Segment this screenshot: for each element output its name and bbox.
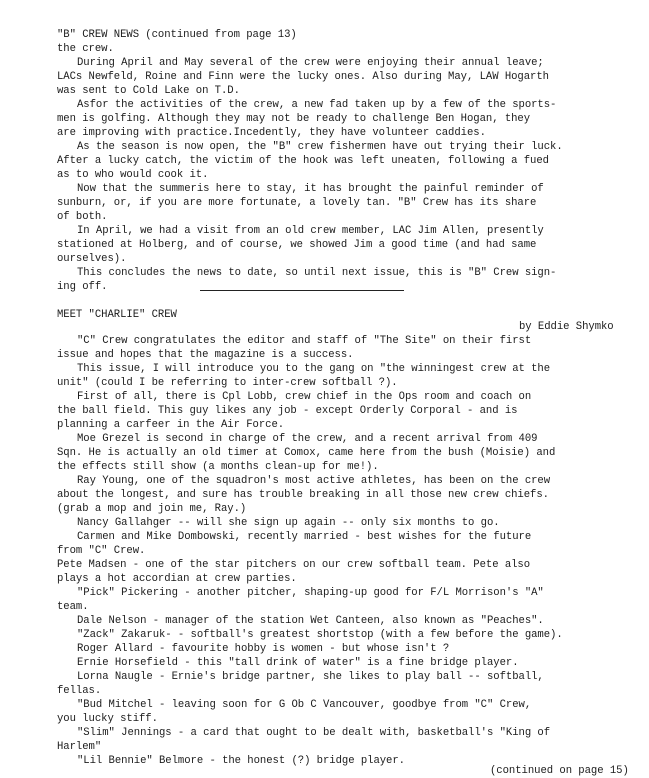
section2-heading: MEET "CHARLIE" CREW [57,309,177,321]
body-line: Dale Nelson - manager of the station Wet Canteen, also known as "Peaches". [77,615,544,627]
body-line: Harlem" [57,741,102,753]
body-line: Pete Madsen - one of the star pitchers on our crew softball team. Pete also [57,559,531,571]
body-line: LACs Newfeld, Roine and Finn were the lucky ones. Also during May, LAW Hogarth [57,71,549,83]
body-line: "C" Crew congratulates the editor and staff of "The Site" on their first [77,335,532,347]
body-line: Sqn. He is actually an old timer at Comox, came here from the bush (Moisie) and [57,447,556,459]
body-line: This concludes the news to date, so until next issue, this is "B" Crew sign- [77,267,557,279]
body-line: you lucky stiff. [57,713,158,725]
body-line: plays a hot accordian at crew parties. [57,573,297,585]
section-divider [200,290,404,291]
body-line: Asfor the activities of the crew, a new fad taken up by a few of the sports- [77,99,557,111]
body-line: "Zack" Zakaruk- - softball's greatest shortstop (with a few before the game). [77,629,563,641]
body-line: ourselves). [57,253,127,265]
body-line: men is golfing. Although they may not be ready to challenge Ben Hogan, they [57,113,531,125]
body-line: "Pick" Pickering - another pitcher, shaping-up good for F/L Morrison's "A" [77,587,544,599]
body-line: ing off. [57,281,108,293]
body-line: "Bud Mitchel - leaving soon for G Ob C Vancouver, goodbye from "C" Crew, [77,699,532,711]
body-line: (grab a mop and join me, Ray.) [57,503,247,515]
body-line: During April and May several of the crew were enjoying their annual leave; [77,57,544,69]
body-line: was sent to Cold Lake on T.D. [57,85,240,97]
body-line: as to who would cook it. [57,169,209,181]
byline: by Eddie Shymko [519,321,614,333]
body-line: from "C" Crew. [57,545,146,557]
body-line: stationed at Holberg, and of course, we showed Jim a good time (and had same [57,239,537,251]
body-line: are improving with practice.Incedently, they have volunteer caddies. [57,127,486,139]
body-line: Ray Young, one of the squadron's most active athletes, has been on the crew [77,475,551,487]
section1-heading: "B" CREW NEWS (continued from page 13) [57,29,297,41]
body-line: "Lil Bennie" Belmore - the honest (?) bridge player. [77,755,405,767]
body-line: Moe Grezel is second in charge of the crew, and a recent arrival from 409 [77,433,538,445]
body-line: First of all, there is Cpl Lobb, crew chief in the Ops room and coach on [77,391,532,403]
body-line: Now that the summeris here to stay, it has brought the painful reminder of [77,183,544,195]
body-line: of both. [57,211,108,223]
body-line: After a lucky catch, the victim of the hook was left uneaten, following a fued [57,155,549,167]
body-line: unit" (could I be referring to inter-crew softball ?). [57,377,398,389]
body-line: the ball field. This guy likes any job - except Orderly Corporal - and is [57,405,518,417]
body-line: the crew. [57,43,114,55]
body-line: In April, we had a visit from an old crew member, LAC Jim Allen, presently [77,225,544,237]
body-line: Carmen and Mike Dombowski, recently married - best wishes for the future [77,531,532,543]
body-line: As the season is now open, the "B" crew fishermen have out trying their luck. [77,141,563,153]
continued-footer: (continued on page 15) [490,765,629,777]
body-line: This issue, I will introduce you to the gang on "the winningest crew at the [77,363,551,375]
body-line: the effects still show (a months clean-up for me!). [57,461,379,473]
body-line: Ernie Horsefield - this "tall drink of water" is a fine bridge player. [77,657,519,669]
body-line: sunburn, or, if you are more fortunate, a lovely tan. "B" Crew has its share [57,197,537,209]
body-line: about the longest, and sure has trouble breaking in all those new crew chiefs. [57,489,549,501]
body-line: Nancy Gallahger -- will she sign up again -- only six months to go. [77,517,500,529]
body-line: fellas. [57,685,102,697]
body-line: issue and hopes that the magazine is a success. [57,349,354,361]
body-line: planning a carfeer in the Air Force. [57,419,285,431]
body-line: Lorna Naugle - Ernie's bridge partner, she likes to play ball -- softball, [77,671,544,683]
body-line: "Slim" Jennings - a card that ought to be dealt with, basketball's "King of [77,727,551,739]
body-line: Roger Allard - favourite hobby is women - but whose isn't ? [77,643,450,655]
body-line: team. [57,601,89,613]
